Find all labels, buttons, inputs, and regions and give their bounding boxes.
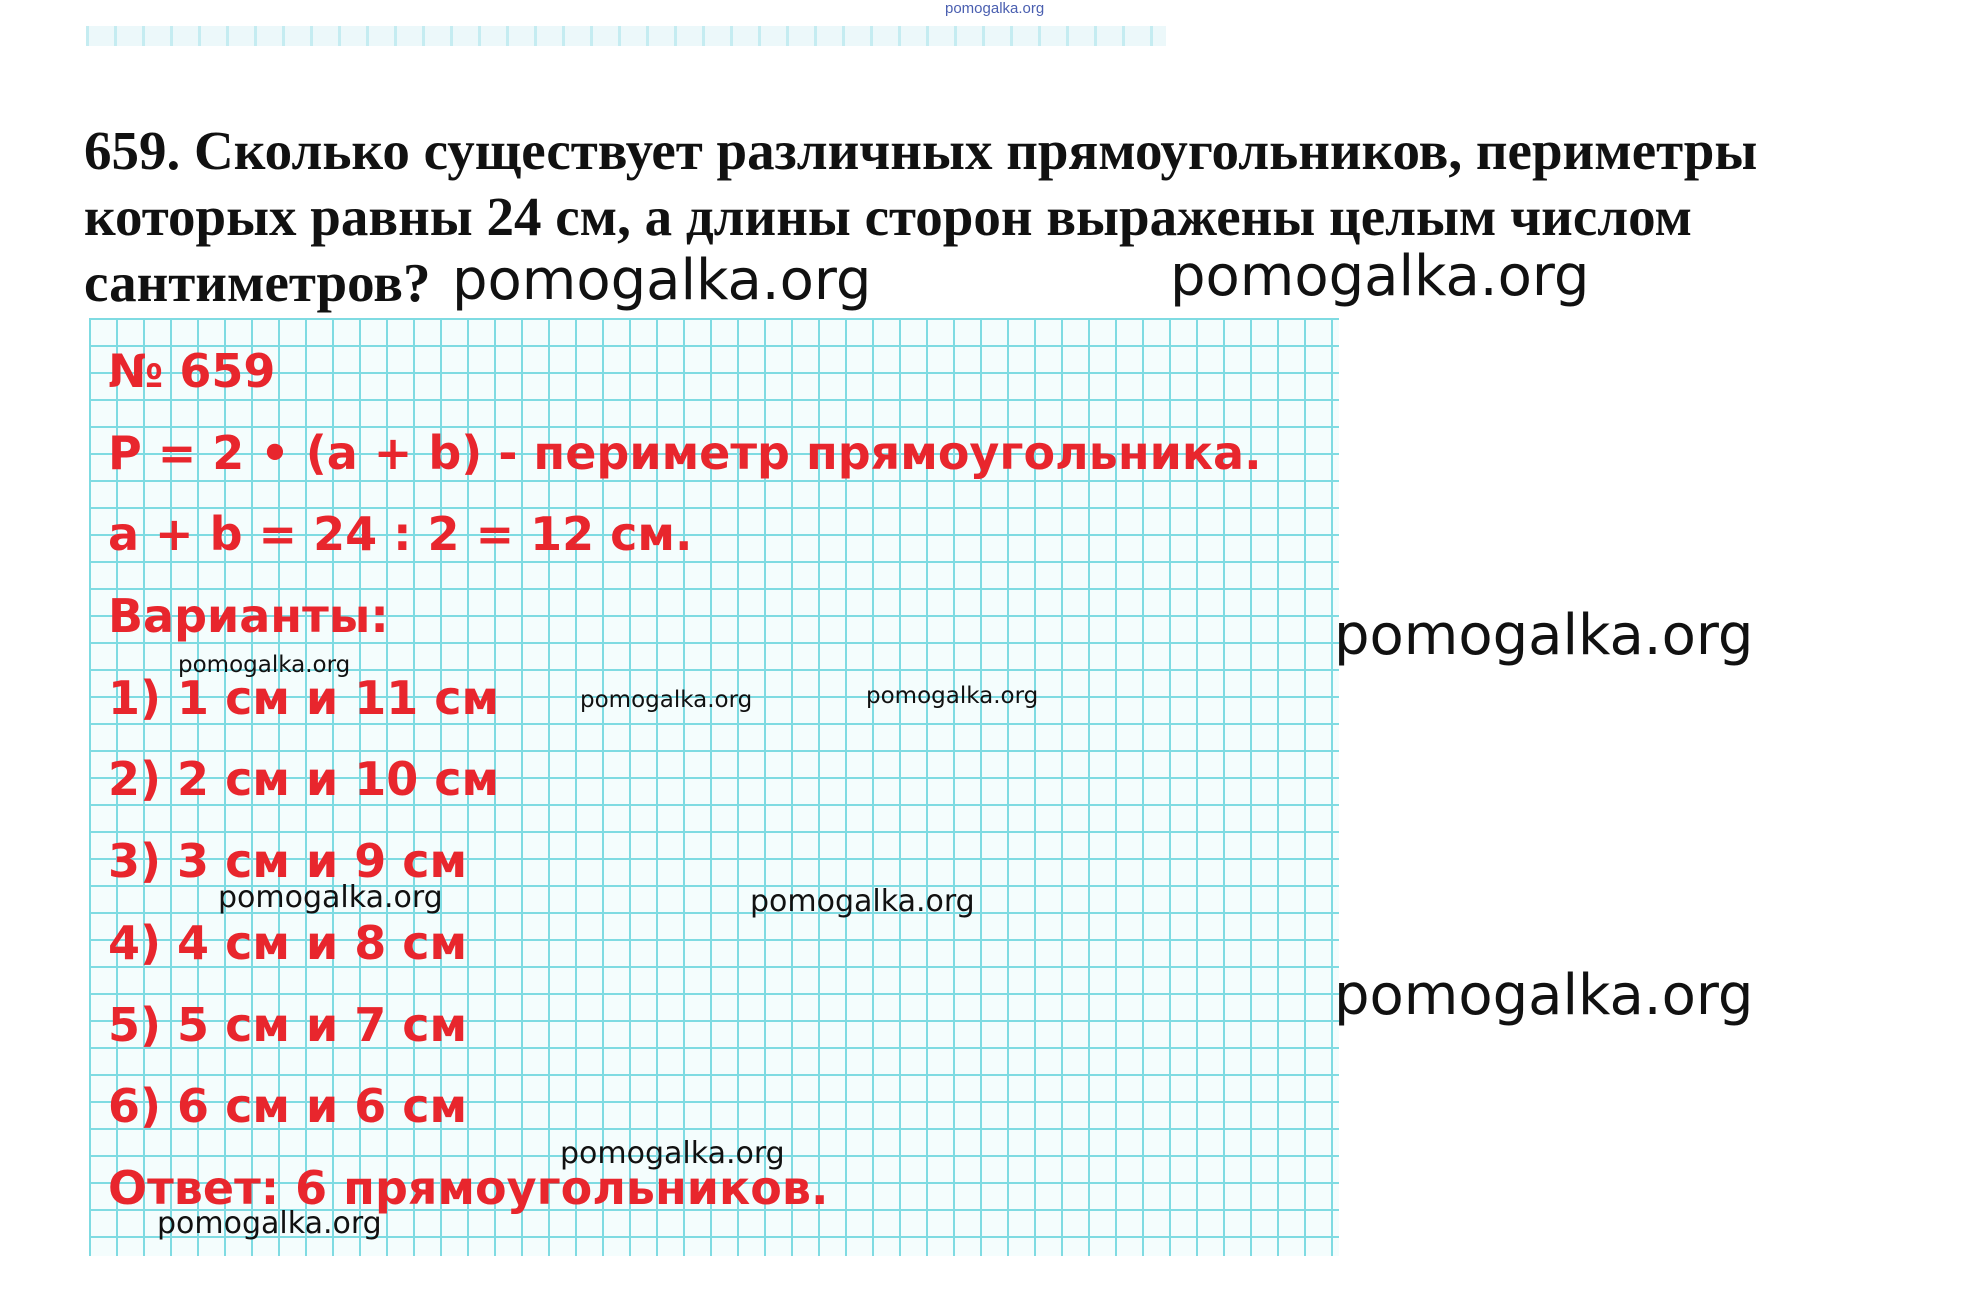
top-grid-strip [86, 26, 1166, 46]
solution-answer: Ответ: 6 прямоугольников. [108, 1161, 829, 1215]
solution-variant-5: 5) 5 см и 7 см [108, 998, 468, 1052]
watermark: pomogalka.org [866, 683, 1039, 709]
solution-variant-1: 1) 1 см и 11 см [108, 671, 500, 725]
solution-formula: P = 2 • (a + b) - периметр прямоугольника. [108, 426, 1262, 480]
watermark: pomogalka.org [1334, 963, 1754, 1028]
solution-variant-6: 6) 6 см и 6 см [108, 1079, 468, 1133]
solution-half-perimeter: a + b = 24 : 2 = 12 см. [108, 507, 693, 561]
solution-variants-label: Варианты: [108, 589, 389, 643]
solution-variant-2: 2) 2 см и 10 см [108, 752, 500, 806]
solution-number: № 659 [108, 344, 276, 398]
watermark: pomogalka.org [178, 652, 351, 678]
watermark: pomogalka.org [218, 880, 443, 915]
watermark: pomogalka.org [157, 1206, 382, 1241]
watermark: pomogalka.org [1170, 244, 1590, 309]
watermark: pomogalka.org [1334, 603, 1754, 668]
header-watermark: pomogalka.org [945, 0, 1045, 17]
problem-question: 659. Сколько существует различных прямоугольников, периметры которых равны 24 см, а длины сторон выражены целым числом сантиметров? [84, 120, 1758, 313]
watermark: pomogalka.org [452, 248, 872, 313]
watermark: pomogalka.org [580, 687, 753, 713]
watermark: pomogalka.org [560, 1136, 785, 1171]
solution-variant-3: 3) 3 см и 9 см [108, 834, 468, 888]
solution-variant-4: 4) 4 см и 8 см [108, 916, 468, 970]
watermark: pomogalka.org [750, 884, 975, 919]
